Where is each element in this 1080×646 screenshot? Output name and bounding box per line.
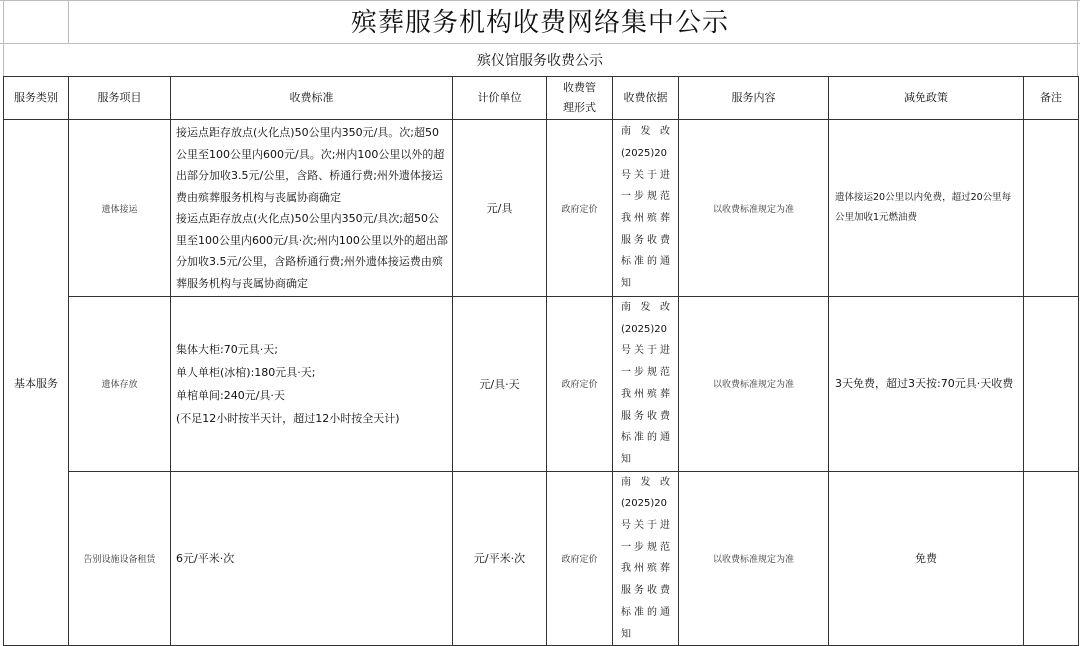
basis-line: 我州殡葬 — [621, 563, 670, 575]
basis-line: 知 — [621, 453, 631, 465]
content-cell: 以收费标准规定为准 — [679, 297, 829, 472]
standard-cell — [171, 297, 453, 472]
standard-text: 6元/平米·次 — [176, 551, 235, 565]
unit-cell: 元/平米·次 — [453, 471, 547, 646]
standard-text: 接运点距存放点(火化点)50公里内350元/具。次;超50公里至100公里内600元/具。次;州内100公里以外的超出部分加收3.5元/公里，含路、桥通行费;州外遗体接运费由殡葬服务机构与丧属协商确定 接运点距存放点(火化点)50公里内350元/具次;超50公里至100公里内600元/具·次;州内100公里以外的超出部分加收3.5元/公里，含路桥通行费;州外遗体接运费由殡葬服务机构与丧属协商确定 — [176, 126, 448, 290]
mgmt-cell: 政府定价 — [547, 471, 613, 646]
page-subtitle: 殡仪馆服务收费公示 — [477, 53, 603, 69]
grid-line — [0, 0, 1080, 1]
basis-line: (2025)20 — [621, 323, 667, 335]
item-cell: 遗体接运 — [69, 120, 171, 297]
basis-line: 南发改 — [621, 302, 670, 313]
basis-line: 标准的通 — [621, 256, 670, 268]
mgmt-cell: 政府定价 — [547, 297, 613, 472]
basis-line: 服务收费 — [621, 585, 670, 597]
basis-line: 标准的通 — [621, 606, 670, 618]
basis-line: 知 — [621, 628, 631, 640]
header-mgmt: 收费管理形式 — [547, 77, 613, 120]
unit-cell: 元/具 — [453, 120, 547, 297]
page-title: 殡葬服务机构收费网络集中公示 — [350, 8, 729, 38]
basis-line: 知 — [621, 278, 631, 290]
header-content: 服务内容 — [679, 77, 829, 120]
basis-line: 一步规范 — [621, 191, 670, 203]
basis-line: 南发改 — [621, 476, 670, 488]
basis-cell — [613, 297, 679, 472]
basis-line: 一步规范 — [621, 541, 670, 553]
basis-line: 我州殡葬 — [621, 388, 670, 400]
basis-line: 南发改 — [621, 126, 670, 138]
item-cell: 遗体存放 — [69, 297, 171, 472]
category-cell: 基本服务 — [4, 120, 69, 646]
grid-line — [0, 43, 1080, 44]
basis-cell — [613, 120, 679, 297]
standard-cell — [171, 120, 453, 297]
basis-line: 服务收费 — [621, 234, 670, 246]
policy-cell: 免费 — [829, 471, 1024, 646]
header-policy: 减免政策 — [829, 77, 1024, 120]
basis-line: (2025)20 — [621, 147, 667, 159]
basis-line: 号关于进 — [621, 169, 670, 181]
header-standard: 收费标准 — [171, 77, 453, 120]
basis-line: (2025)20 — [621, 498, 667, 510]
table-row — [4, 471, 1079, 646]
remark-cell — [1024, 120, 1079, 297]
fee-table — [3, 76, 1079, 646]
table-row — [4, 120, 1079, 297]
item-cell: 告别设施设备租赁 — [69, 471, 171, 646]
table-row — [4, 297, 1079, 472]
mgmt-cell: 政府定价 — [547, 120, 613, 297]
content-cell: 以收费标准规定为准 — [679, 120, 829, 297]
basis-line: 号关于进 — [621, 520, 670, 532]
basis-line: 服务收费 — [621, 410, 670, 422]
remark-cell — [1024, 471, 1079, 646]
standard-cell — [171, 471, 453, 646]
policy-cell: 遗体接运20公里以内免费，超过20公里每公里加收1元燃油费 — [829, 120, 1024, 297]
unit-cell: 元/具·天 — [453, 297, 547, 472]
header-unit: 计价单位 — [453, 77, 547, 120]
header-item: 服务项目 — [69, 77, 171, 120]
header-remark: 备注 — [1024, 77, 1079, 120]
header-basis: 收费依据 — [613, 77, 679, 120]
basis-line: 我州殡葬 — [621, 213, 670, 224]
policy-cell: 3天免费，超过3天按:70元具·天收费 — [829, 297, 1024, 472]
basis-line: 一步规范 — [621, 367, 670, 379]
standard-text: 集体大柜:70元具·天; 单人单柜(冰棺):180元具·天; 单棺单间:240元/具·天 (不足12小时按半天计，超过12小时按全天计) — [176, 342, 400, 425]
header-category: 服务类别 — [4, 77, 69, 120]
basis-line: 标准的通 — [621, 432, 670, 444]
content-cell: 以收费标准规定为准 — [679, 471, 829, 646]
remark-cell — [1024, 297, 1079, 472]
basis-cell — [613, 471, 679, 646]
basis-line: 号关于进 — [621, 345, 670, 357]
header-row — [4, 77, 1079, 120]
